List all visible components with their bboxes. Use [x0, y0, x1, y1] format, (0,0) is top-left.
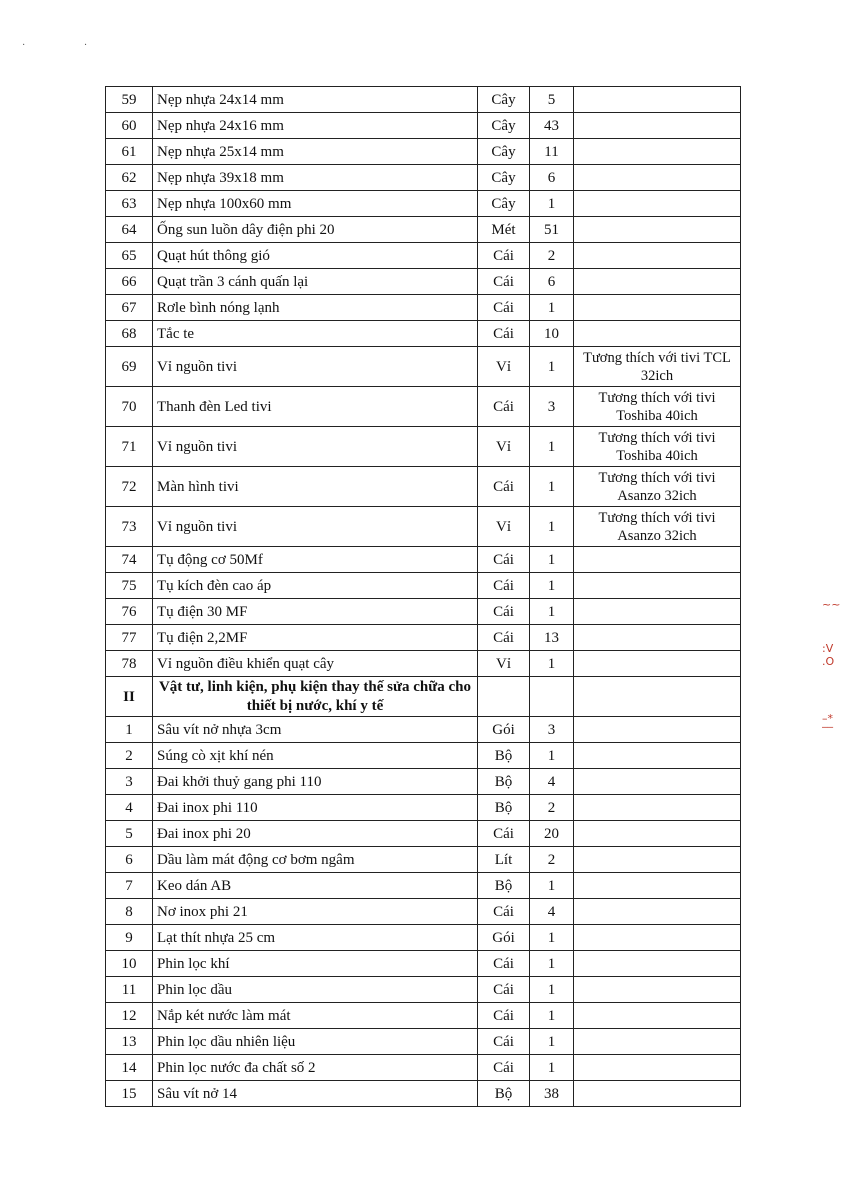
- row-number-cell: 69: [106, 347, 153, 387]
- item-name-cell: Rơle bình nóng lạnh: [153, 295, 478, 321]
- unit-cell: Cái: [478, 1055, 530, 1081]
- table-row: [106, 821, 741, 847]
- unit-cell: Vỉ: [478, 651, 530, 677]
- row-number-cell: 2: [106, 743, 153, 769]
- item-name-cell: Phin lọc khí: [153, 951, 478, 977]
- note-cell: [574, 547, 741, 573]
- note-cell: [574, 599, 741, 625]
- item-name-cell: Tụ điện 30 MF: [153, 599, 478, 625]
- row-number-cell: 5: [106, 821, 153, 847]
- item-name-cell: Quạt hút thông gió: [153, 243, 478, 269]
- quantity-cell: 1: [530, 977, 574, 1003]
- table-row: [106, 165, 741, 191]
- row-number-cell: 60: [106, 113, 153, 139]
- note-cell: [574, 743, 741, 769]
- item-name-cell: Nơ inox phi 21: [153, 899, 478, 925]
- table-row: [106, 625, 741, 651]
- item-name-cell: Tụ kích đèn cao áp: [153, 573, 478, 599]
- row-number-cell: 73: [106, 507, 153, 547]
- item-name-cell: Súng cò xịt khí nén: [153, 743, 478, 769]
- row-number-cell: 71: [106, 427, 153, 467]
- table-row: [106, 387, 741, 427]
- note-cell: Tương thích với tivi TCL 32ich: [574, 347, 741, 387]
- quantity-cell: 38: [530, 1081, 574, 1107]
- table-row: [106, 427, 741, 467]
- note-cell: [574, 873, 741, 899]
- quantity-cell: [530, 677, 574, 717]
- unit-cell: Cái: [478, 321, 530, 347]
- row-number-cell: 67: [106, 295, 153, 321]
- unit-cell: Cây: [478, 191, 530, 217]
- row-number-cell: 7: [106, 873, 153, 899]
- item-name-cell: Lạt thít nhựa 25 cm: [153, 925, 478, 951]
- row-number-cell: 12: [106, 1003, 153, 1029]
- table-row: [106, 269, 741, 295]
- stamp-fragment: ~~: [822, 598, 841, 611]
- row-number-cell: 78: [106, 651, 153, 677]
- item-name-cell: Thanh đèn Led tivi: [153, 387, 478, 427]
- quantity-cell: 10: [530, 321, 574, 347]
- table-row: [106, 925, 741, 951]
- item-name-cell: Ống sun luồn dây điện phi 20: [153, 217, 478, 243]
- note-cell: [574, 243, 741, 269]
- row-number-cell: 63: [106, 191, 153, 217]
- note-cell: Tương thích với tivi Toshiba 40ich: [574, 387, 741, 427]
- item-name-cell: Dầu làm mát động cơ bơm ngâm: [153, 847, 478, 873]
- row-number-cell: 66: [106, 269, 153, 295]
- note-cell: [574, 1081, 741, 1107]
- unit-cell: Cái: [478, 573, 530, 599]
- table-row: [106, 347, 741, 387]
- row-number-cell: 75: [106, 573, 153, 599]
- row-number-cell: 11: [106, 977, 153, 1003]
- table-row: [106, 717, 741, 743]
- quantity-cell: 1: [530, 191, 574, 217]
- quantity-cell: 1: [530, 295, 574, 321]
- unit-cell: Gói: [478, 717, 530, 743]
- item-name-cell: Quạt trần 3 cánh quấn lại: [153, 269, 478, 295]
- row-number-cell: 68: [106, 321, 153, 347]
- unit-cell: Cây: [478, 165, 530, 191]
- unit-cell: Cái: [478, 821, 530, 847]
- item-name-cell: Tụ điện 2,2MF: [153, 625, 478, 651]
- item-name-cell: Nẹp nhựa 24x16 mm: [153, 113, 478, 139]
- item-name-cell: Tụ động cơ 50Mf: [153, 547, 478, 573]
- unit-cell: Cái: [478, 295, 530, 321]
- supplies-table: [105, 86, 741, 1107]
- note-cell: [574, 87, 741, 113]
- unit-cell: Vỉ: [478, 347, 530, 387]
- table-row: [106, 467, 741, 507]
- note-cell: [574, 795, 741, 821]
- unit-cell: Cái: [478, 467, 530, 507]
- note-cell: [574, 217, 741, 243]
- quantity-cell: 3: [530, 717, 574, 743]
- quantity-cell: 1: [530, 925, 574, 951]
- note-cell: [574, 769, 741, 795]
- row-number-cell: 8: [106, 899, 153, 925]
- row-number-cell: 70: [106, 387, 153, 427]
- note-cell: [574, 139, 741, 165]
- quantity-cell: 4: [530, 769, 574, 795]
- item-name-cell: Đai inox phi 110: [153, 795, 478, 821]
- unit-cell: Cái: [478, 977, 530, 1003]
- note-cell: [574, 113, 741, 139]
- quantity-cell: 1: [530, 599, 574, 625]
- table-row: [106, 1003, 741, 1029]
- table-row: [106, 507, 741, 547]
- note-cell: [574, 625, 741, 651]
- row-number-cell: 9: [106, 925, 153, 951]
- row-number-cell: 4: [106, 795, 153, 821]
- quantity-cell: 3: [530, 387, 574, 427]
- table-row: [106, 795, 741, 821]
- quantity-cell: 1: [530, 951, 574, 977]
- table-row: [106, 769, 741, 795]
- note-cell: [574, 951, 741, 977]
- item-name-cell: Phin lọc dầu nhiên liệu: [153, 1029, 478, 1055]
- item-name-cell: Vật tư, linh kiện, phụ kiện thay thế sửa chữa cho thiết bị nước, khí y tế: [153, 677, 478, 717]
- stamp-fragment: –* ‾‾: [822, 712, 833, 738]
- unit-cell: Cái: [478, 387, 530, 427]
- item-name-cell: Phin lọc dầu: [153, 977, 478, 1003]
- scan-marks: · ·: [22, 40, 116, 51]
- note-cell: [574, 821, 741, 847]
- row-number-cell: 59: [106, 87, 153, 113]
- note-cell: [574, 1003, 741, 1029]
- supplies-table-body: [106, 87, 741, 1107]
- row-number-cell: 77: [106, 625, 153, 651]
- note-cell: [574, 899, 741, 925]
- quantity-cell: 1: [530, 743, 574, 769]
- row-number-cell: 74: [106, 547, 153, 573]
- row-number-cell: 6: [106, 847, 153, 873]
- quantity-cell: 4: [530, 899, 574, 925]
- table-row: [106, 113, 741, 139]
- note-cell: [574, 717, 741, 743]
- item-name-cell: Vỉ nguồn tivi: [153, 427, 478, 467]
- unit-cell: Vỉ: [478, 507, 530, 547]
- table-row: [106, 743, 741, 769]
- quantity-cell: 13: [530, 625, 574, 651]
- unit-cell: Cây: [478, 87, 530, 113]
- row-number-cell: 14: [106, 1055, 153, 1081]
- unit-cell: Cây: [478, 113, 530, 139]
- item-name-cell: Vỉ nguồn tivi: [153, 347, 478, 387]
- row-number-cell: 65: [106, 243, 153, 269]
- note-cell: [574, 651, 741, 677]
- quantity-cell: 1: [530, 1029, 574, 1055]
- item-name-cell: Sâu vít nở nhựa 3cm: [153, 717, 478, 743]
- quantity-cell: 1: [530, 651, 574, 677]
- unit-cell: Cây: [478, 139, 530, 165]
- quantity-cell: 1: [530, 1003, 574, 1029]
- item-name-cell: Nẹp nhựa 24x14 mm: [153, 87, 478, 113]
- row-number-cell: 76: [106, 599, 153, 625]
- table-row: [106, 599, 741, 625]
- table-row: [106, 651, 741, 677]
- quantity-cell: 1: [530, 467, 574, 507]
- quantity-cell: 5: [530, 87, 574, 113]
- unit-cell: Cái: [478, 599, 530, 625]
- table-row: [106, 899, 741, 925]
- item-name-cell: Phin lọc nước đa chất số 2: [153, 1055, 478, 1081]
- quantity-cell: 1: [530, 1055, 574, 1081]
- row-number-cell: 10: [106, 951, 153, 977]
- unit-cell: Bộ: [478, 1081, 530, 1107]
- table-row: [106, 217, 741, 243]
- quantity-cell: 1: [530, 347, 574, 387]
- table-row: [106, 547, 741, 573]
- quantity-cell: 1: [530, 573, 574, 599]
- table-row: [106, 87, 741, 113]
- note-cell: [574, 165, 741, 191]
- note-cell: Tương thích với tivi Toshiba 40ich: [574, 427, 741, 467]
- quantity-cell: 2: [530, 795, 574, 821]
- row-number-cell: 15: [106, 1081, 153, 1107]
- table-row: [106, 321, 741, 347]
- unit-cell: Cái: [478, 899, 530, 925]
- quantity-cell: 2: [530, 243, 574, 269]
- unit-cell: Cái: [478, 625, 530, 651]
- unit-cell: Bộ: [478, 795, 530, 821]
- note-cell: [574, 1055, 741, 1081]
- note-cell: [574, 321, 741, 347]
- row-number-cell: 1: [106, 717, 153, 743]
- item-name-cell: Nắp két nước làm mát: [153, 1003, 478, 1029]
- note-cell: [574, 573, 741, 599]
- row-number-cell: 3: [106, 769, 153, 795]
- table-row: [106, 573, 741, 599]
- note-cell: [574, 1029, 741, 1055]
- unit-cell: Bộ: [478, 769, 530, 795]
- item-name-cell: Nẹp nhựa 100x60 mm: [153, 191, 478, 217]
- note-cell: [574, 677, 741, 717]
- unit-cell: Bộ: [478, 743, 530, 769]
- note-cell: [574, 847, 741, 873]
- item-name-cell: Đai khởi thuỷ gang phi 110: [153, 769, 478, 795]
- quantity-cell: 2: [530, 847, 574, 873]
- unit-cell: Cái: [478, 1003, 530, 1029]
- quantity-cell: 43: [530, 113, 574, 139]
- table-row: [106, 1029, 741, 1055]
- row-number-cell: 13: [106, 1029, 153, 1055]
- unit-cell: Cái: [478, 547, 530, 573]
- row-number-cell: 72: [106, 467, 153, 507]
- table-row: [106, 1081, 741, 1107]
- quantity-cell: 11: [530, 139, 574, 165]
- unit-cell: Gói: [478, 925, 530, 951]
- table-row: [106, 243, 741, 269]
- item-name-cell: Nẹp nhựa 25x14 mm: [153, 139, 478, 165]
- quantity-cell: 1: [530, 873, 574, 899]
- quantity-cell: 51: [530, 217, 574, 243]
- unit-cell: Cái: [478, 1029, 530, 1055]
- note-cell: [574, 269, 741, 295]
- unit-cell: Bộ: [478, 873, 530, 899]
- note-cell: Tương thích với tivi Asanzo 32ich: [574, 467, 741, 507]
- item-name-cell: Đai inox phi 20: [153, 821, 478, 847]
- item-name-cell: Màn hình tivi: [153, 467, 478, 507]
- item-name-cell: Keo dán AB: [153, 873, 478, 899]
- item-name-cell: Vỉ nguồn điều khiển quạt cây: [153, 651, 478, 677]
- table-row: [106, 847, 741, 873]
- quantity-cell: 6: [530, 165, 574, 191]
- row-number-cell: 64: [106, 217, 153, 243]
- section-row: [106, 677, 741, 717]
- unit-cell: Vỉ: [478, 427, 530, 467]
- unit-cell: Cái: [478, 269, 530, 295]
- note-cell: Tương thích với tivi Asanzo 32ich: [574, 507, 741, 547]
- row-number-cell: 61: [106, 139, 153, 165]
- table-row: [106, 139, 741, 165]
- unit-cell: Lít: [478, 847, 530, 873]
- item-name-cell: Nẹp nhựa 39x18 mm: [153, 165, 478, 191]
- item-name-cell: Sâu vít nở 14: [153, 1081, 478, 1107]
- quantity-cell: 20: [530, 821, 574, 847]
- table-row: [106, 1055, 741, 1081]
- table-row: [106, 873, 741, 899]
- quantity-cell: 1: [530, 427, 574, 467]
- note-cell: [574, 977, 741, 1003]
- item-name-cell: Vỉ nguồn tivi: [153, 507, 478, 547]
- note-cell: [574, 191, 741, 217]
- unit-cell: Mét: [478, 217, 530, 243]
- quantity-cell: 6: [530, 269, 574, 295]
- stamp-fragment: :V .O: [822, 642, 835, 668]
- row-number-cell: 62: [106, 165, 153, 191]
- table-row: [106, 951, 741, 977]
- unit-cell: [478, 677, 530, 717]
- row-number-cell: II: [106, 677, 153, 717]
- item-name-cell: Tắc te: [153, 321, 478, 347]
- table-row: [106, 977, 741, 1003]
- note-cell: [574, 925, 741, 951]
- table-row: [106, 295, 741, 321]
- quantity-cell: 1: [530, 507, 574, 547]
- unit-cell: Cái: [478, 243, 530, 269]
- unit-cell: Cái: [478, 951, 530, 977]
- quantity-cell: 1: [530, 547, 574, 573]
- table-row: [106, 191, 741, 217]
- note-cell: [574, 295, 741, 321]
